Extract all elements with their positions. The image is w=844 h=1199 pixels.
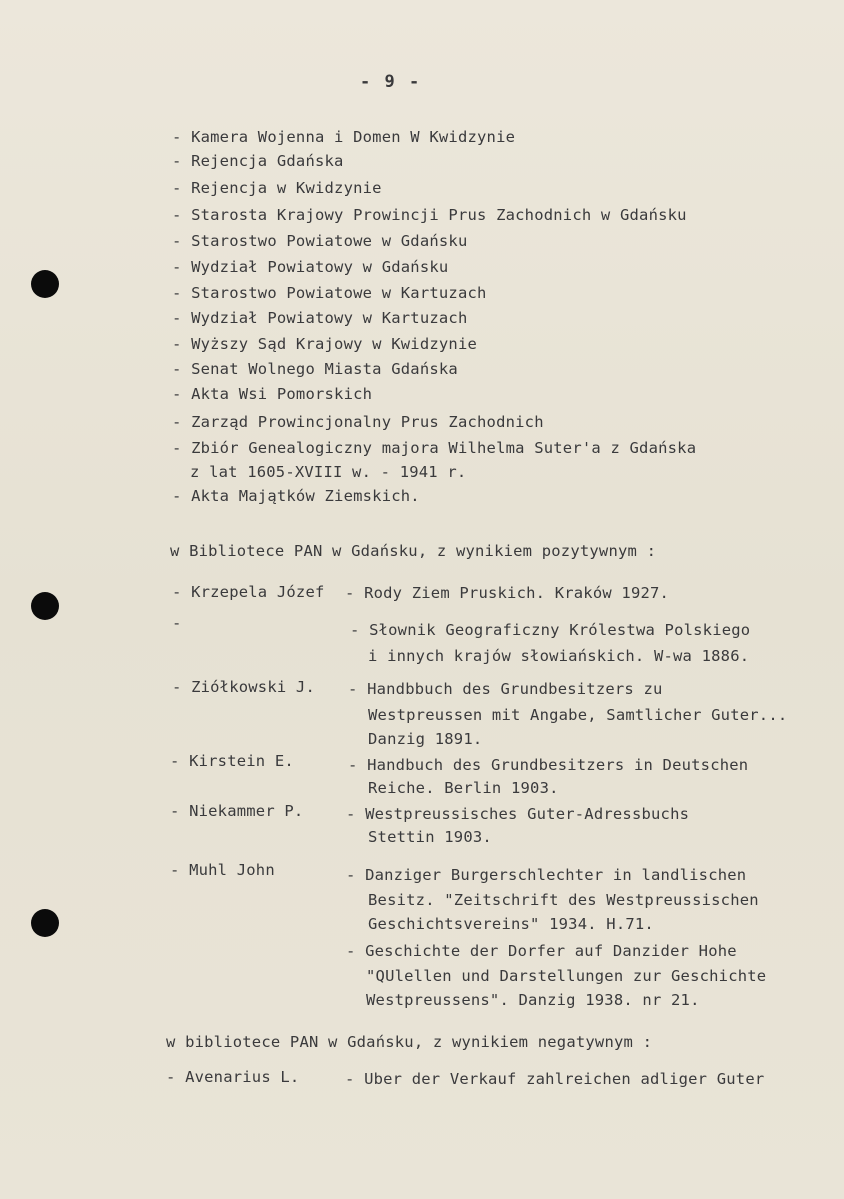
archive-item: - Starosta Krajowy Prowincji Prus Zachodnich w Gdańsku	[172, 206, 687, 224]
entry-author: - Ziółkowski J.	[172, 678, 315, 696]
entry-title-line: - Geschichte der Dorfer auf Danzider Hohe	[346, 942, 737, 960]
archive-item: - Wyższy Sąd Krajowy w Kwidzynie	[172, 335, 478, 353]
archive-item: - Starostwo Powiatowe w Kartuzach	[172, 284, 487, 302]
entry-title-line: Danzig 1891.	[368, 730, 483, 748]
archive-item: - Starostwo Powiatowe w Gdańsku	[172, 232, 468, 250]
entry-author: - Avenarius L.	[166, 1068, 300, 1086]
page-number: - 9 -	[360, 72, 422, 92]
entry-title-line: i innych krajów słowiańskich. W-wa 1886.	[368, 647, 750, 665]
archive-item: - Wydział Powiatowy w Gdańsku	[172, 258, 449, 276]
archive-item: - Zarząd Prowincjonalny Prus Zachodnich	[172, 413, 544, 431]
entry-title-line: Stettin 1903.	[368, 828, 492, 846]
entry-author: - Kirstein E.	[170, 752, 294, 770]
archive-item: - Kamera Wojenna i Domen W Kwidzynie	[172, 128, 516, 146]
entry-title-line: - Uber der Verkauf zahlreichen adliger Guter	[345, 1070, 765, 1088]
punch-hole-middle	[31, 592, 59, 620]
archive-item: - Akta Majątków Ziemskich.	[172, 487, 420, 505]
entry-author: -	[172, 614, 182, 632]
entry-title-line: Geschichtsvereins" 1934. H.71.	[368, 915, 654, 933]
entry-title-line: - Rody Ziem Pruskich. Kraków 1927.	[345, 584, 670, 602]
positive-heading: w Bibliotece PAN w Gdańsku, z wynikiem pozytywnym :	[170, 542, 657, 560]
entry-title-line: Reiche. Berlin 1903.	[368, 779, 559, 797]
punch-hole-top	[31, 270, 59, 298]
archive-item: - Rejencja Gdańska	[172, 152, 344, 170]
entry-title-line: - Danziger Burgerschlechter in landlischen	[346, 866, 747, 884]
entry-author: - Muhl John	[170, 861, 275, 879]
entry-title-line: Westpreussens". Danzig 1938. nr 21.	[366, 991, 700, 1009]
negative-heading: w bibliotece PAN w Gdańsku, z wynikiem negatywnym :	[166, 1033, 653, 1051]
archive-item: - Senat Wolnego Miasta Gdańska	[172, 360, 458, 378]
archive-item: - Zbiór Genealogiczny majora Wilhelma Suter'a z Gdańska	[172, 439, 697, 457]
entry-title-line: "QUlellen und Darstellungen zur Geschichte	[366, 967, 767, 985]
archive-item-continuation: z lat 1605-XVIII w. - 1941 r.	[190, 463, 467, 481]
entry-title-line: - Słownik Geograficzny Królestwa Polskiego	[350, 621, 751, 639]
punch-hole-bottom	[31, 909, 59, 937]
archive-item: - Wydział Powiatowy w Kartuzach	[172, 309, 468, 327]
entry-title-line: - Westpreussisches Guter-Adressbuchs	[346, 805, 690, 823]
archive-item: - Akta Wsi Pomorskich	[172, 385, 373, 403]
entry-author: - Niekammer P.	[170, 802, 304, 820]
entry-title-line: Besitz. "Zeitschrift des Westpreussischen	[368, 891, 759, 909]
entry-author: - Krzepela Józef	[172, 583, 325, 601]
archive-item: - Rejencja w Kwidzynie	[172, 179, 382, 197]
entry-title-line: Westpreussen mit Angabe, Samtlicher Guter...	[368, 706, 788, 724]
entry-title-line: - Handbuch des Grundbesitzers in Deutschen	[348, 756, 749, 774]
entry-title-line: - Handbbuch des Grundbesitzers zu	[348, 680, 663, 698]
